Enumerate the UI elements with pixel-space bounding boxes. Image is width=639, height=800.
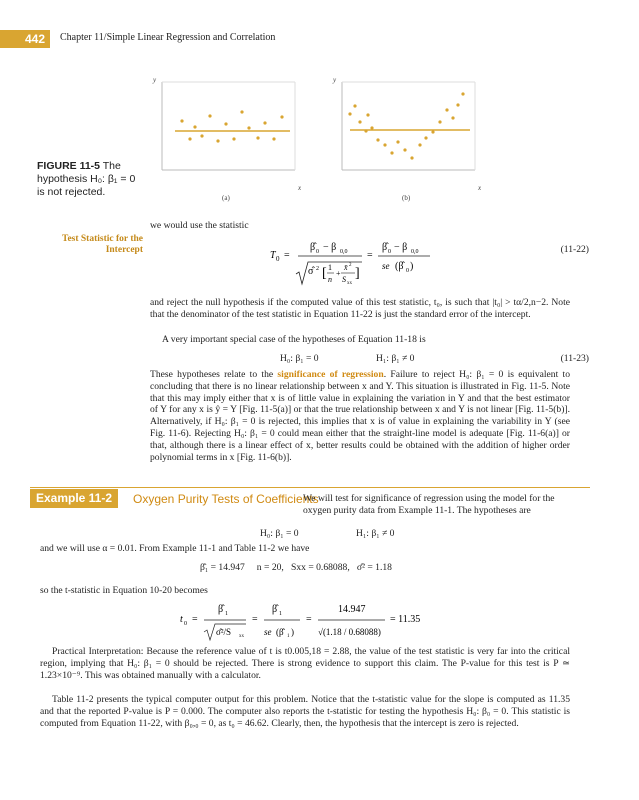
figure-caption-text: The hypothesis H₀: β₁ = 0 is not rejected. <box>37 160 136 198</box>
svg-text:σ̂²/S: σ̂²/S <box>216 627 232 637</box>
example-t-equation <box>180 600 440 645</box>
significance-text-2: . Failure to reject H₀: β₁ = 0 is equivalent to concluding that there is no linear relationship between x and Y. This situation is illustrated in Fig. 11-5. Note that this may imply either that x is of little value in explaining the variation in Y and that the best estimator of Y for any x is ŷ = Y [Fig. 11-5(a)] or that the true relationship between x and Y is not linear [Fig. 11-5(b)]. Alternatively, if H₀: β₁ = 0 is rejected, this implies that x is of value in explaining the variability in Y (see Fig. 11-6). Rejecting H₀: β₁ = 0 could mean either that the straight-line model is adequate [Fig. 11-6(a)] or that, although there is a linear effect of x, better results could be obtained with the addition of higher order polynomial terms in x [Fig. 11-6(b)]. <box>150 369 570 463</box>
intro-text: we would use the statistic <box>150 220 249 231</box>
svg-text:σ̂: σ̂ <box>308 266 314 277</box>
equation-11-23-number: (11-23) <box>560 353 589 364</box>
running-head: Chapter 11/Simple Linear Regression and Correlation <box>60 32 276 43</box>
practical-interpretation: Practical Interpretation: Because the reference value of t is t0.005,18 = 2.88, the value of the test statistic is very far into the critical region, implying that H₀: β₁ = 0 should be rejected. There is strong evidence to support this claim. The P-value for this test is P ≃ 1.23×10⁻⁹. This was obtained manually with a calculator. <box>40 646 570 681</box>
significance-text-1: These hypotheses relate to the <box>150 369 278 380</box>
svg-text:− β: − β <box>323 242 337 253</box>
equation-11-22-number: (11-22) <box>560 244 589 255</box>
equation-11-22 <box>270 234 470 290</box>
svg-text:− β: − β <box>394 242 408 253</box>
svg-text:=: = <box>192 614 198 625</box>
y-axis-label-a: y <box>153 76 157 84</box>
example-t-line: so the t-statistic in Equation 10-20 becomes <box>40 585 208 596</box>
svg-text:1: 1 <box>279 611 282 617</box>
t-numerator: 14.947 <box>338 604 366 615</box>
example-h0: H₀: β₁ = 0 <box>260 528 299 539</box>
svg-text:0: 0 <box>406 268 409 274</box>
significance-term: significance of regression <box>277 369 384 380</box>
y-axis-label-b: y <box>333 76 337 84</box>
panel-b-label: (b) <box>402 194 411 202</box>
svg-text:]: ] <box>355 266 360 281</box>
svg-text:β̂: β̂ <box>272 604 278 615</box>
figure-label: FIGURE 11-5 <box>37 160 101 172</box>
svg-text:S: S <box>342 275 346 284</box>
svg-text:1: 1 <box>287 634 290 639</box>
svg-text:n: n <box>328 275 332 284</box>
svg-text:=: = <box>284 250 290 261</box>
svg-text:0: 0 <box>316 249 319 255</box>
svg-text:+: + <box>336 269 341 278</box>
figure-caption <box>37 160 137 199</box>
page-number: 442 <box>0 30 50 48</box>
svg-text:0,0: 0,0 <box>340 249 348 255</box>
example-values: β̂₁ = 14.947 n = 20, Sxx = 0.68088, σ̂² = 1.18 <box>200 562 392 573</box>
example-title: Oxygen Purity Tests of Coefficients <box>133 492 319 506</box>
panel-b-plot <box>332 76 482 202</box>
svg-text:1: 1 <box>328 263 332 272</box>
svg-text:2: 2 <box>349 263 352 268</box>
margin-note: Test Statistic for the Intercept <box>61 234 143 255</box>
svg-text:1: 1 <box>225 611 228 617</box>
paragraph-reject: and reject the null hypothesis if the computed value of this test statistic, t₀, is such that |t₀| > tα/2,n−2. Note that the denominator of the test statistic in Equation 11-22 is just the standard error of the intercept. <box>150 297 570 320</box>
paragraph-significance <box>150 369 570 463</box>
svg-text:): ) <box>410 261 414 272</box>
svg-text:t: t <box>180 614 183 625</box>
svg-text:(β̂: (β̂ <box>395 261 404 272</box>
svg-text:β̂: β̂ <box>310 242 316 253</box>
svg-text:0: 0 <box>184 621 187 627</box>
t-result: = 11.35 <box>390 614 421 625</box>
panel-a-label: (a) <box>222 194 230 202</box>
paragraph-special-case: A very important special case of the hypotheses of Equation 11-18 is <box>162 334 426 345</box>
x-axis-label-a: x <box>298 184 302 192</box>
svg-text:T: T <box>270 250 276 261</box>
example-label: Example 11-2 <box>30 489 118 508</box>
svg-text:xx: xx <box>239 634 244 639</box>
example-alpha-line: and we will use α = 0.01. From Example 11-1 and Table 11-2 we have <box>40 543 310 554</box>
figure-11-5 <box>150 70 480 205</box>
x-axis-label-b: x <box>478 184 482 192</box>
svg-text:0: 0 <box>276 255 280 263</box>
svg-text:): ) <box>291 627 294 637</box>
svg-text:=: = <box>306 614 312 625</box>
svg-text:[: [ <box>322 266 327 281</box>
svg-text:se: se <box>382 261 390 271</box>
svg-text:x̄: x̄ <box>344 263 348 272</box>
eq-11-23-h0: H₀: β₁ = 0 <box>280 353 319 364</box>
t-denominator: √(1.18 / 0.68088) <box>318 627 381 637</box>
table-paragraph: Table 11-2 presents the typical computer output for this problem. Notice that the t-statistic value for the slope is computed as 11.35 and that the reported P-value is P = 0.000. The computer also reports the t-statistic for testing the hypothesis H₀: β₀ = 0. This statistic is computed from Equation 11-22, with β₀,₀ = 0, as t₀ = 46.62. Clearly, then, the hypothesis that the intercept is zero is rejected. <box>40 694 570 729</box>
svg-text:2: 2 <box>316 266 319 272</box>
panel-a-plot <box>152 76 302 202</box>
svg-text:β̂: β̂ <box>218 604 224 615</box>
svg-text:xx: xx <box>347 281 352 286</box>
svg-text:0,0: 0,0 <box>411 249 419 255</box>
svg-text:se: se <box>264 627 272 637</box>
svg-text:=: = <box>367 250 373 261</box>
svg-text:β̂: β̂ <box>382 242 388 253</box>
example-intro-first-line: We will test for significance of regression using the model for the oxygen purity data from Example 11-1. The hypotheses are <box>303 493 555 516</box>
eq-11-23-h1: H₁: β₁ ≠ 0 <box>376 353 415 364</box>
example-h1: H₁: β₁ ≠ 0 <box>356 528 395 539</box>
svg-text:0: 0 <box>388 249 391 255</box>
svg-text:(β̂: (β̂ <box>276 627 284 637</box>
svg-text:=: = <box>252 614 258 625</box>
